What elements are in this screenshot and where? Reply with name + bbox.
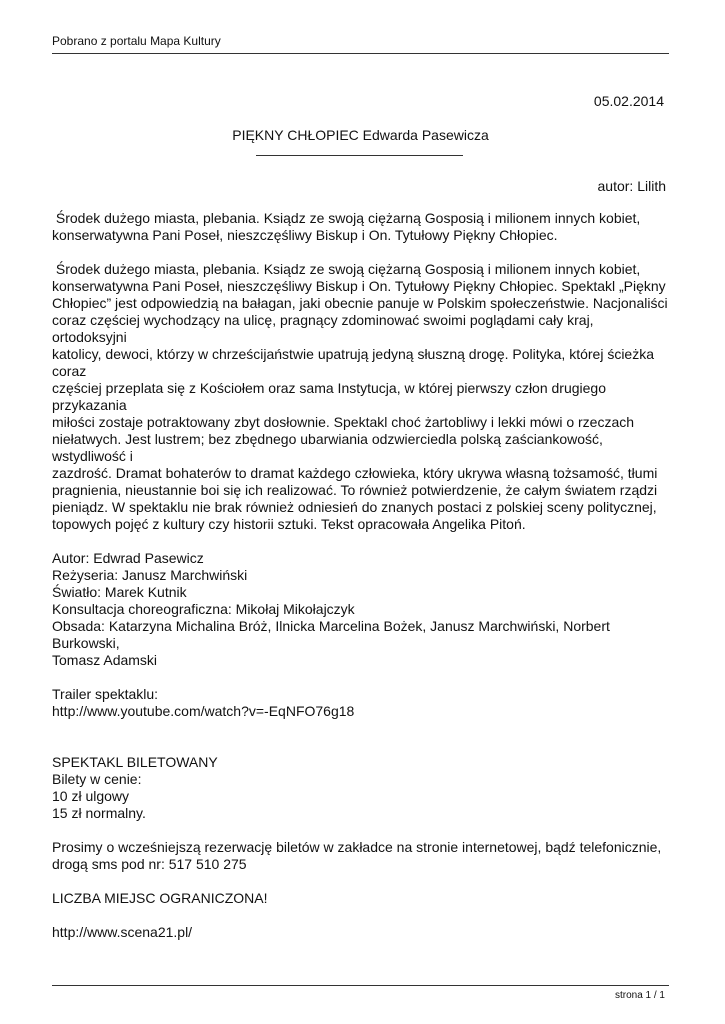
- description-line: topowych pojęć z kultury czy historii sztuki. Tekst opracowała Angelika Pitoń.: [52, 516, 526, 532]
- description-line: niełatwych. Jest lustrem; bez zbędnego ubarwiania odzwierciedla polską zaściankowość, wstydliwość i: [52, 431, 607, 464]
- document-author: autor: Lilith: [597, 178, 666, 194]
- description-line: Chłopiec” jest odpowiedzią na bałagan, jaki obecnie panuje w Polskim społeczeństwie. Nacjonaliści: [52, 295, 668, 311]
- description-line: miłości zostaje potraktowany zbyt dosłownie. Spektakl choć żartobliwy i lekki mówi o rzeczach: [52, 414, 635, 430]
- page-number: strona 1 / 1: [614, 990, 665, 1001]
- paragraph-gap: [52, 873, 672, 890]
- paragraph-gap: [52, 244, 672, 261]
- paragraph-gap: [52, 822, 672, 839]
- header-divider: [52, 53, 669, 54]
- website-link[interactable]: http://www.scena21.pl/: [52, 924, 193, 940]
- seats-notice: LICZBA MIEJSC OGRANICZONA!: [52, 890, 268, 906]
- document-title: PIĘKNY CHŁOPIEC Edwarda Pasewicza: [232, 127, 489, 143]
- credit-line: Reżyseria: Janusz Marchwiński: [52, 567, 248, 583]
- lead-line: Środek dużego miasta, plebania. Ksiądz ze swoją ciężarną Gosposią i milionem innych kobiet,: [52, 210, 641, 226]
- article-body: [52, 210, 672, 941]
- description-line: katolicy, dewoci, którzy w chrześcijaństwie upatrują jedyną słuszną drogę. Polityka, której ścieżka coraz: [52, 346, 658, 379]
- description-line: coraz częściej wychodzący na ulicę, pragnący zdominować swoimi poglądami cały kraj, ortodoksyjni: [52, 312, 598, 345]
- credit-line: Obsada: Katarzyna Michalina Bróż, Ilnicka Marcelina Bożek, Janusz Marchwiński, Norbert Burkowski,: [52, 618, 614, 651]
- reservation-line: drogą sms pod nr: 517 510 275: [52, 856, 247, 872]
- document-date: 05.02.2014: [593, 93, 664, 109]
- footer-divider: [52, 985, 669, 986]
- description-line: pieniądz. W spektaklu nie brak również odniesień do znanych postaci z polskiej sceny politycznej,: [52, 499, 657, 515]
- tickets-price-label: Bilety w cenie:: [52, 771, 142, 787]
- trailer-link[interactable]: http://www.youtube.com/watch?v=-EqNFO76g18: [52, 703, 355, 719]
- credit-line: Światło: Marek Kutnik: [52, 584, 187, 600]
- description-line: konserwatywna Pani Poseł, nieszczęśliwy Biskup i On. Tytułowy Piękny Chłopiec. Spektakl „Piękny: [52, 278, 666, 294]
- credit-line: Autor: Edwrad Pasewicz: [52, 550, 204, 566]
- description-line: zazdrość. Dramat bohaterów to dramat każdego człowieka, który ukrywa własną tożsamość, tłumi: [52, 465, 658, 481]
- title-underline: [256, 155, 463, 156]
- description-line: Środek dużego miasta, plebania. Ksiądz ze swoją ciężarną Gosposią i milionem innych kobiet,: [52, 261, 641, 277]
- lead-line: konserwatywna Pani Poseł, nieszczęśliwy Biskup i On. Tytułowy Piękny Chłopiec.: [52, 227, 558, 243]
- paragraph-gap: [52, 669, 672, 686]
- tickets-heading: SPEKTAKL BILETOWANY: [52, 754, 218, 770]
- paragraph-gap: [52, 533, 672, 550]
- paragraph-gap: [52, 907, 672, 924]
- description-line: częściej przeplata się z Kościołem oraz sama Instytucja, w której pierwszy człon drugiego przykazania: [52, 380, 610, 413]
- ticket-price-reduced: 10 zł ulgowy: [52, 788, 130, 804]
- trailer-label: Trailer spektaklu:: [52, 686, 159, 702]
- reservation-line: Prosimy o wcześniejszą rezerwację biletów w zakładce na stronie internetowej, bądź telefonicznie,: [52, 839, 662, 855]
- credit-line: Konsultacja choreograficzna: Mikołaj Mikołajczyk: [52, 601, 355, 617]
- page-header: Pobrano z portalu Mapa Kultury: [52, 34, 221, 48]
- paragraph-gap: [52, 720, 672, 754]
- credit-line: Tomasz Adamski: [52, 652, 158, 668]
- ticket-price-normal: 15 zł normalny.: [52, 805, 146, 821]
- description-line: pragnienia, nieustannie boi się ich realizować. To również potwierdzenie, że całym światem rządzi: [52, 482, 658, 498]
